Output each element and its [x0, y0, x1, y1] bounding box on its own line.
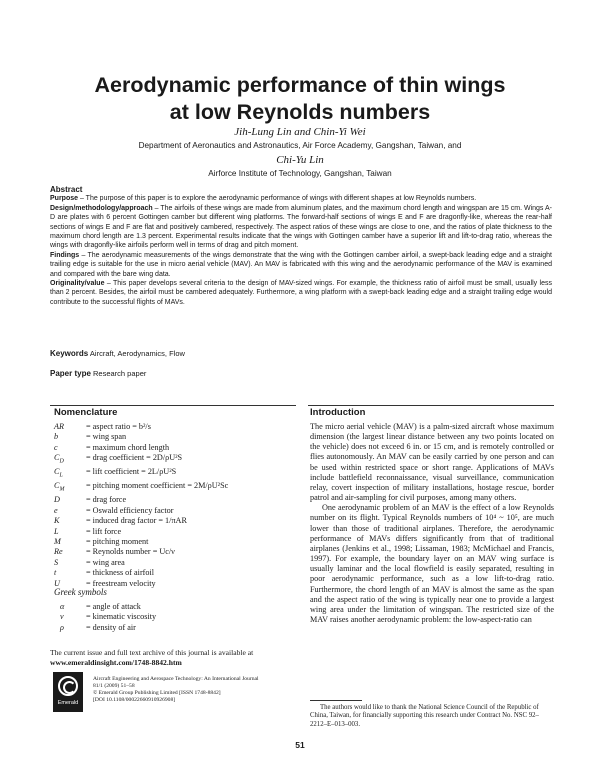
intro-paragraph-2: One aerodynamic problem of an MAV is the effect of a low Reynolds number on its flight. Typical Reynolds numbers of 10⁴ ~ 10⁵, are much lower than those of traditional airplanes. Therefore, the aerodynamic performance of MAVs differs significantly from that of traditional airplanes (Jenkins et al., 1998; Lissaman, 1983; McMichael and Francis, 1997). For example, the boundary layer on an MAV wing surface is usually laminar and the local flowfield is easily separated, resulting in poor aerodynamic performance, such as a low lift-to-drag ratio. Furthermore, the chord length of an MAV is almost the same as the span and the aspect ratio of the wing is typically near one to provide a largest wing area under the limitation of wingspan. The restricted size of the MAV raises another aerodynamic problem: the low-aspect-ratio can	[310, 503, 554, 624]
nomenclature-rule	[50, 405, 296, 406]
introduction-body	[310, 422, 554, 625]
title-line-1: Aerodynamic performance of thin wings	[94, 73, 506, 97]
nomenclature-symbol: Re	[54, 547, 63, 557]
nomenclature-definition: = pitching moment coefficient = 2M/ρU²Sc	[86, 481, 229, 491]
emerald-logo-text: Emerald	[57, 700, 79, 706]
nomenclature-definition: = aspect ratio = b²/s	[86, 422, 151, 431]
nomenclature-definition: = maximum chord length	[86, 442, 170, 452]
nomenclature-symbol: K	[54, 516, 60, 526]
nomenclature-row	[54, 547, 228, 557]
nomenclature-definition: = Oswald efficiency factor	[86, 505, 174, 515]
abstract-originality	[50, 279, 552, 307]
nomenclature-definition: = Reynolds number = Uc/ν	[86, 547, 175, 557]
nomenclature-definition: = lift force	[86, 526, 122, 536]
nomenclature-definition: = drag coefficient = 2D/ρU²S	[86, 453, 183, 463]
originality-text: – This paper develops several criteria to the design of MAV-sized wings. For example, the thickness ratio of airfoil must be small, usually less than 2 percent. Besides, the airfoil must be cambered adequately. Furthermore, a wing platform with a swept-back leading edge and a straight trailing edge would contribute to the successful flights of MAVs.	[50, 280, 552, 306]
acknowledgement-footnote: The authors would like to thank the National Science Council of the Republic of China, Taiwan, for financially supporting this research under Contract No. NSC 92–2212–E–013–003.	[310, 704, 539, 728]
keywords	[50, 349, 185, 358]
nomenclature-row	[54, 432, 228, 442]
greek-symbols-table	[60, 602, 156, 633]
originality-label: Originality/value	[50, 280, 105, 288]
paper-type-label: Paper type	[50, 369, 91, 378]
nomenclature-row	[54, 453, 228, 467]
archive-note	[50, 648, 296, 668]
purpose-label: Purpose	[50, 195, 79, 203]
greek-row	[60, 612, 156, 622]
nomenclature-row	[54, 537, 228, 547]
greek-definition: = angle of attack	[86, 602, 141, 611]
nomenclature-symbol: t	[54, 568, 57, 578]
journal-doi: [DOI 10.1108/00022660910926908]	[93, 697, 176, 704]
findings-text: – The aerodynamic measurements of the wings demonstrate that the wing with the Gottingen camber airfoil, a swept-back leading edge and a straight trailing edge is suitable for the use in micro aerial vehicle (MAV). An MAV is fabricated with this wing and the aerodynamic performance of the MAV is examined and compared with the bare wing data.	[50, 251, 552, 278]
primary-authors: Jih-Lung Lin and Chin-Yi Wei	[234, 126, 366, 138]
nomenclature-definition: = freestream velocity	[86, 578, 156, 588]
abstract-purpose	[50, 194, 552, 203]
nomenclature-row	[54, 568, 228, 578]
nomenclature-row	[54, 422, 228, 432]
nomenclature-symbol: $C_D$	[54, 453, 64, 465]
journal-copyright: © Emerald Group Publishing Limited [ISSN 1748-8842]	[93, 690, 221, 697]
introduction-rule	[308, 405, 554, 406]
greek-symbol: α	[60, 602, 65, 611]
intro-paragraph-1: The micro aerial vehicle (MAV) is a palm-sized aircraft whose maximum dimension (the largest linear distance between any two points located on the vehicle) does not exceed 6 in. or 15 cm, and is remotely controlled or flies autonomously. An MAV can be easily carried by one person and can be used within restricted space or short range. Applications of MAVs include battlefield reconnaissance, visual surveillance, communication relay, covert inspection of military installations, hostage rescue, border patrol and air-sampling for civil purposes, among many others.	[310, 422, 554, 503]
nomenclature-row	[54, 527, 228, 537]
findings-label: Findings	[50, 251, 80, 259]
nomenclature-table	[54, 422, 228, 589]
nomenclature-definition: = drag force	[86, 495, 127, 505]
nomenclature-symbol: c	[54, 442, 58, 452]
nomenclature-row	[54, 481, 228, 495]
secondary-author: Chi-Yu Lin	[276, 154, 324, 166]
journal-info	[93, 676, 303, 704]
nomenclature-symbol: L	[54, 526, 59, 536]
archive-text: The current issue and full text archive of this journal is available at	[50, 648, 254, 657]
nomenclature-row	[54, 506, 228, 516]
nomenclature-symbol: D	[54, 495, 60, 505]
nomenclature-symbol: $C_L$	[54, 467, 63, 479]
abstract-findings	[50, 251, 552, 279]
greek-definition: = density of air	[86, 622, 136, 632]
nomenclature-symbol: $C_M$	[54, 481, 65, 493]
abstract	[50, 185, 552, 307]
greek-definition: = kinematic viscosity	[86, 612, 157, 622]
design-label: Design/methodology/approach	[50, 204, 153, 212]
abstract-heading: Abstract	[50, 185, 83, 194]
nomenclature-definition: = lift coefficient = 2L/ρU²S	[86, 467, 177, 477]
nomenclature-row	[54, 516, 228, 526]
design-text: – The airfoils of these wings are made from aluminum plates, and the maximum chord length and wingspan are 15 cm. Wings A-D are plates with 6 percent Gottingen camber but different wing platforms. The forward-half sections of wings E and F are dragonfly-like, whereas the rear-half sections of wings E and F are flat and positively cambered, respectively. The aspect ratios of these wings are close to one, and the ratios of plate thickness to the maximum chord length are 1.3 percent. Experimental results indicate that the wings with Gottingen camber have a superior lift and lift-to-drag ratio, whereas the wings with dragonfly-like airfoils perform well in terms of drag and pitch moment.	[50, 204, 553, 250]
nomenclature-symbol: e	[54, 505, 58, 515]
purpose-text: – The purpose of this paper is to explore the aerodynamic performance of wings with different shapes at low Reynolds numbers.	[79, 195, 477, 203]
affiliation-1: Department of Aeronautics and Astronautics, Air Force Academy, Gangshan, Taiwan, and	[138, 141, 462, 150]
nomenclature-definition: = pitching moment	[86, 536, 149, 546]
nomenclature-symbol: AR	[54, 422, 65, 431]
introduction-heading: Introduction	[310, 407, 366, 418]
nomenclature-symbol: S	[54, 557, 59, 567]
journal-volume: 81/1 (2009) 51–58	[93, 683, 135, 690]
greek-row	[60, 623, 156, 633]
paper-type	[50, 369, 146, 378]
archive-url[interactable]: www.emeraldinsight.com/1748-8842.htm	[50, 658, 182, 668]
nomenclature-definition: = thickness of airfoil	[86, 568, 155, 578]
nomenclature-definition: = wing span	[86, 432, 127, 442]
greek-symbol: ρ	[60, 622, 64, 632]
greek-row	[60, 602, 156, 612]
affiliation-2: Airforce Institute of Technology, Gangshan, Taiwan	[208, 169, 392, 178]
keywords-value: Aircraft, Aerodynamics, Flow	[89, 349, 185, 358]
keywords-label: Keywords	[50, 349, 89, 358]
title-line-2: at low Reynolds numbers	[169, 100, 431, 124]
nomenclature-row	[54, 558, 228, 568]
emerald-logo-icon	[58, 676, 78, 696]
page-number: 51	[295, 740, 305, 750]
nomenclature-heading: Nomenclature	[54, 407, 118, 418]
abstract-design	[50, 204, 552, 251]
greek-symbol: ν	[60, 612, 64, 622]
footnote-rule	[310, 700, 362, 701]
paper-type-value: Research paper	[93, 369, 147, 378]
nomenclature-symbol: U	[54, 578, 60, 588]
emerald-logo	[53, 672, 83, 712]
nomenclature-row	[54, 467, 228, 481]
greek-symbols-heading: Greek symbols	[54, 587, 107, 597]
nomenclature-symbol: b	[54, 432, 59, 442]
nomenclature-definition: = induced drag factor = 1/πAR	[86, 516, 187, 526]
nomenclature-row	[54, 495, 228, 505]
nomenclature-definition: = wing area	[86, 557, 125, 567]
nomenclature-symbol: M	[54, 536, 61, 546]
nomenclature-row	[54, 443, 228, 453]
paper-title	[0, 72, 600, 126]
journal-name: Aircraft Engineering and Aerospace Technology: An International Journal	[93, 676, 259, 682]
